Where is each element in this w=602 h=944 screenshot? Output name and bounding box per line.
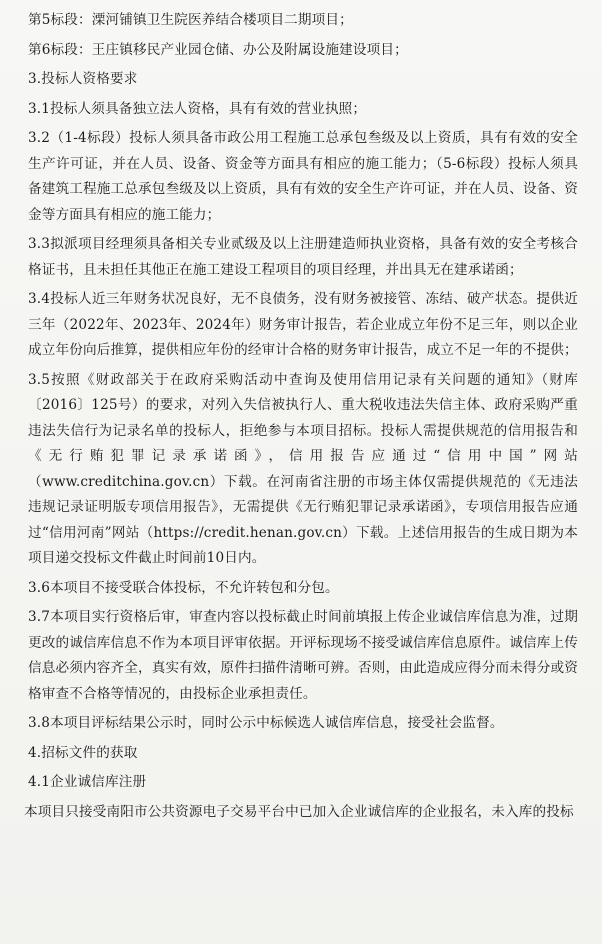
paragraph-3-4: 3.4投标人近三年财务状况良好，无不良债务，没有财务被接管、冻结、破产状态。提供近三年（2022年、2023年、2024年）财务审计报告，若企业成立年份不足三年，则以企业成立年份向后推算，提供相应年份的经审计合格的财务审计报告，成立不足一年的不提供； <box>28 291 578 358</box>
section-heading-qualifications: 3.投标人资格要求 <box>28 71 138 87</box>
paragraph-lot-6: 第6标段：王庄镇移民产业园仓储、办公及附属设施建设项目； <box>28 41 408 58</box>
paragraph-3-5: 3.5按照《财政部关于在政府采购活动中查询及使用信用记录有关问题的通知》（财库〔2016〕125号）的要求，对列入失信被执行人、重大税收违法失信主体、政府采购严重违法失信行为记录名单的投标人，拒绝参与本项目招标。投标人需提供规范的信用报告和《无行贿犯罪记录承诺函》，信用报告应通过“信用中国”网站（www.creditchina.gov.cn）下载。在河南省注册的市场主体仅需提供规范的《无违法违规记录证明版专项信用报告》，无需提供《无行贿犯罪记录承诺函》，专项信用报告应通过“信用河南”网站（https://credit.henan.gov.cn）下载。上述信用报告的生成日期为本项目递交投标文件截止时间前10日内。 <box>28 371 578 566</box>
document-content <box>0 8 602 825</box>
paragraph-3-7: 3.7本项目实行资格后审，审查内容以投标截止时间前填报上传企业诚信库信息为准，过期更改的诚信库信息不作为本项目评审依据。开评标现场不接受诚信库信息原件。诚信库上传信息必须内容齐全，真实有效，原件扫描件清晰可辨。否则，由此造成应得分而未得分或资格审查不合格等情况的，由投标企业承担责任。 <box>28 609 578 702</box>
paragraph-4-1: 4.1企业诚信库注册 <box>28 774 147 790</box>
paragraph-4-1-body: 本项目只接受南阳市公共资源电子交易平台中已加入企业诚信库的企业报名，未入库的投标 <box>24 803 574 820</box>
paragraph-3-8: 3.8本项目评标结果公示时，同时公示中标候选人诚信库信息，接受社会监督。 <box>28 715 504 731</box>
paragraph-3-6: 3.6本项目不接受联合体投标，不允许转包和分包。 <box>28 579 339 596</box>
paragraph-3-2: 3.2（1-4标段）投标人须具备市政公用工程施工总承包叁级及以上资质，具有有效的安全生产许可证，并在人员、设备、资金等方面具有相应的施工能力；（5-6标段）投标人须具备建筑工程施工总承包叁级及以上资质，具有有效的安全生产许可证，并在人员、设备、资金等方面具有相应的施工能力； <box>28 130 578 223</box>
paragraph-3-3: 3.3拟派项目经理须具备相关专业贰级及以上注册建造师执业资格，具备有效的安全考核合格证书，且未担任其他正在施工建设工程项目的项目经理，并出具无在建承诺函； <box>28 236 578 278</box>
paragraph-3-1: 3.1投标人须具备独立法人资格，具有有效的营业执照； <box>28 100 367 117</box>
section-heading-document-acquisition: 4.招标文件的获取 <box>28 744 138 761</box>
paragraph-lot-5: 第5标段：溧河铺镇卫生院医养结合楼项目二期项目； <box>28 12 353 28</box>
